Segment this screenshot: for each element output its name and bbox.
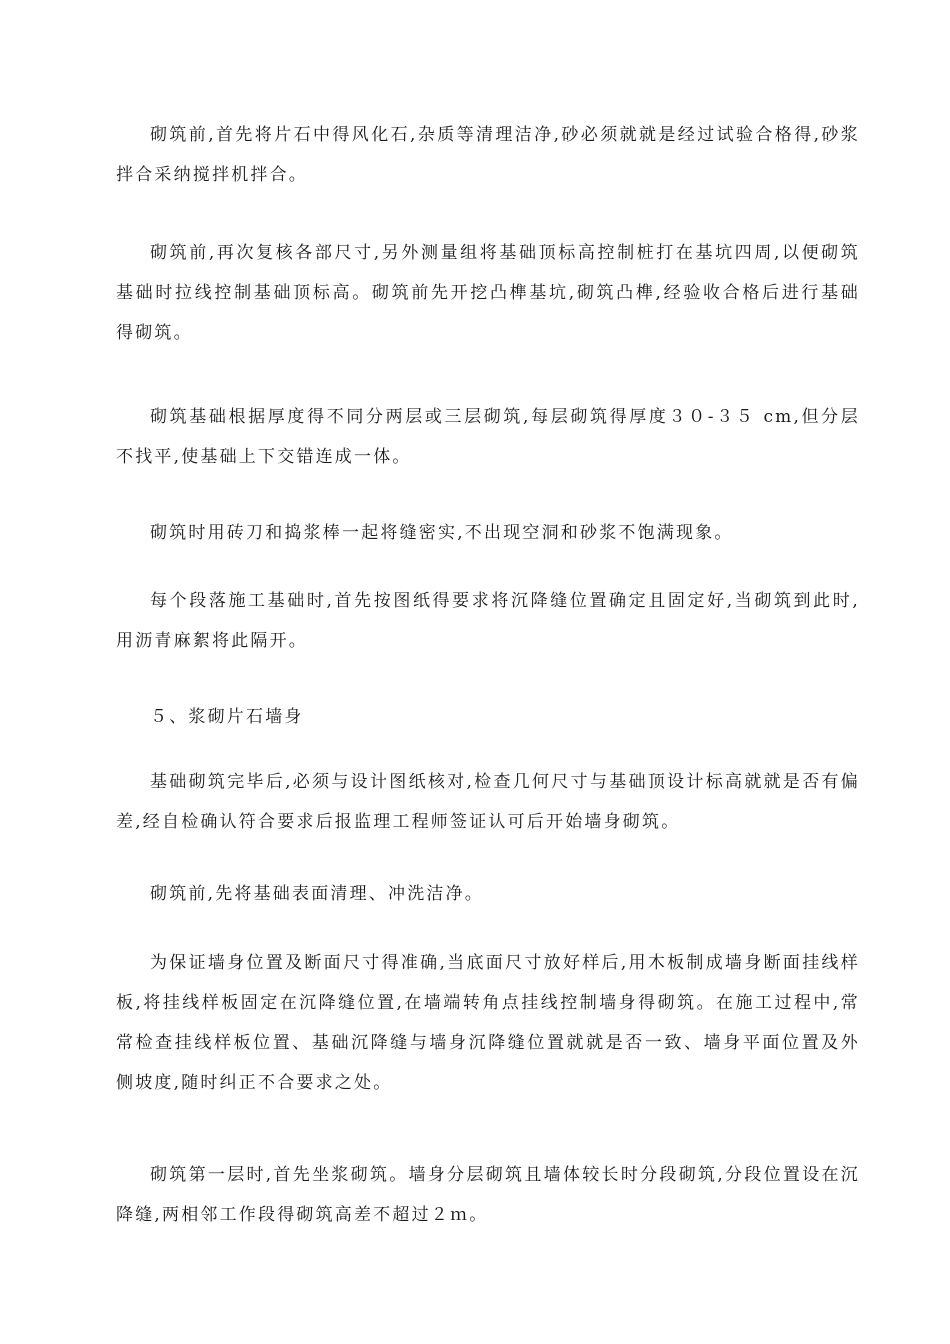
paragraph-8: 为保证墙身位置及断面尺寸得准确,当底面尺寸放好样后,用木板制成墙身断面挂线样板,将挂线样板固定在沉降缝位置,在墙端转角点挂线控制墙身得砌筑。在施工过程中,常常检查挂线样板位置、基础沉降缝与墙身沉降缝位置就就是否一致、墙身平面位置及外侧坡度,随时纠正不合要求之处。: [116, 953, 860, 1093]
paragraph-7: 砌筑前,先将基础表面清理、冲洗洁净。: [150, 884, 485, 904]
paragraph-3: 砌筑基础根据厚度得不同分两层或三层砌筑,每层砌筑得厚度３０-３５ cm,但分层不找平,使基础上下交错连成一体。: [116, 407, 860, 467]
section-heading: ５、浆砌片石墙身: [150, 707, 304, 727]
paragraph-1: 砌筑前,首先将片石中得风化石,杂质等清理洁净,砂必须就就是经过试验合格得,砂浆拌合采纳搅拌机拌合。: [116, 125, 860, 185]
paragraph-5: 每个段落施工基础时,首先按图纸得要求将沉降缝位置确定且固定好,当砌筑到此时,用沥青麻絮将此隔开。: [116, 591, 860, 651]
paragraph-9: 砌筑第一层时,首先坐浆砌筑。墙身分层砌筑且墙体较长时分段砌筑,分段位置设在沉降缝,两相邻工作段得砌筑高差不超过２ｍ。: [116, 1165, 860, 1225]
paragraph-4: 砌筑时用砖刀和捣浆棒一起将缝密实,不出现空洞和砂浆不饱满现象。: [150, 523, 734, 543]
paragraph-6: 基础砌筑完毕后,必须与设计图纸核对,检查几何尺寸与基础顶设计标高就就是否有偏差,经自检确认符合要求后报监理工程师签证认可后开始墙身砌筑。: [116, 772, 860, 832]
paragraph-2: 砌筑前,再次复核各部尺寸,另外测量组将基础顶标高控制桩打在基坑四周,以便砌筑基础时拉线控制基础顶标高。砌筑前先开挖凸榫基坑,砌筑凸榫,经验收合格后进行基础得砌筑。: [116, 243, 860, 343]
